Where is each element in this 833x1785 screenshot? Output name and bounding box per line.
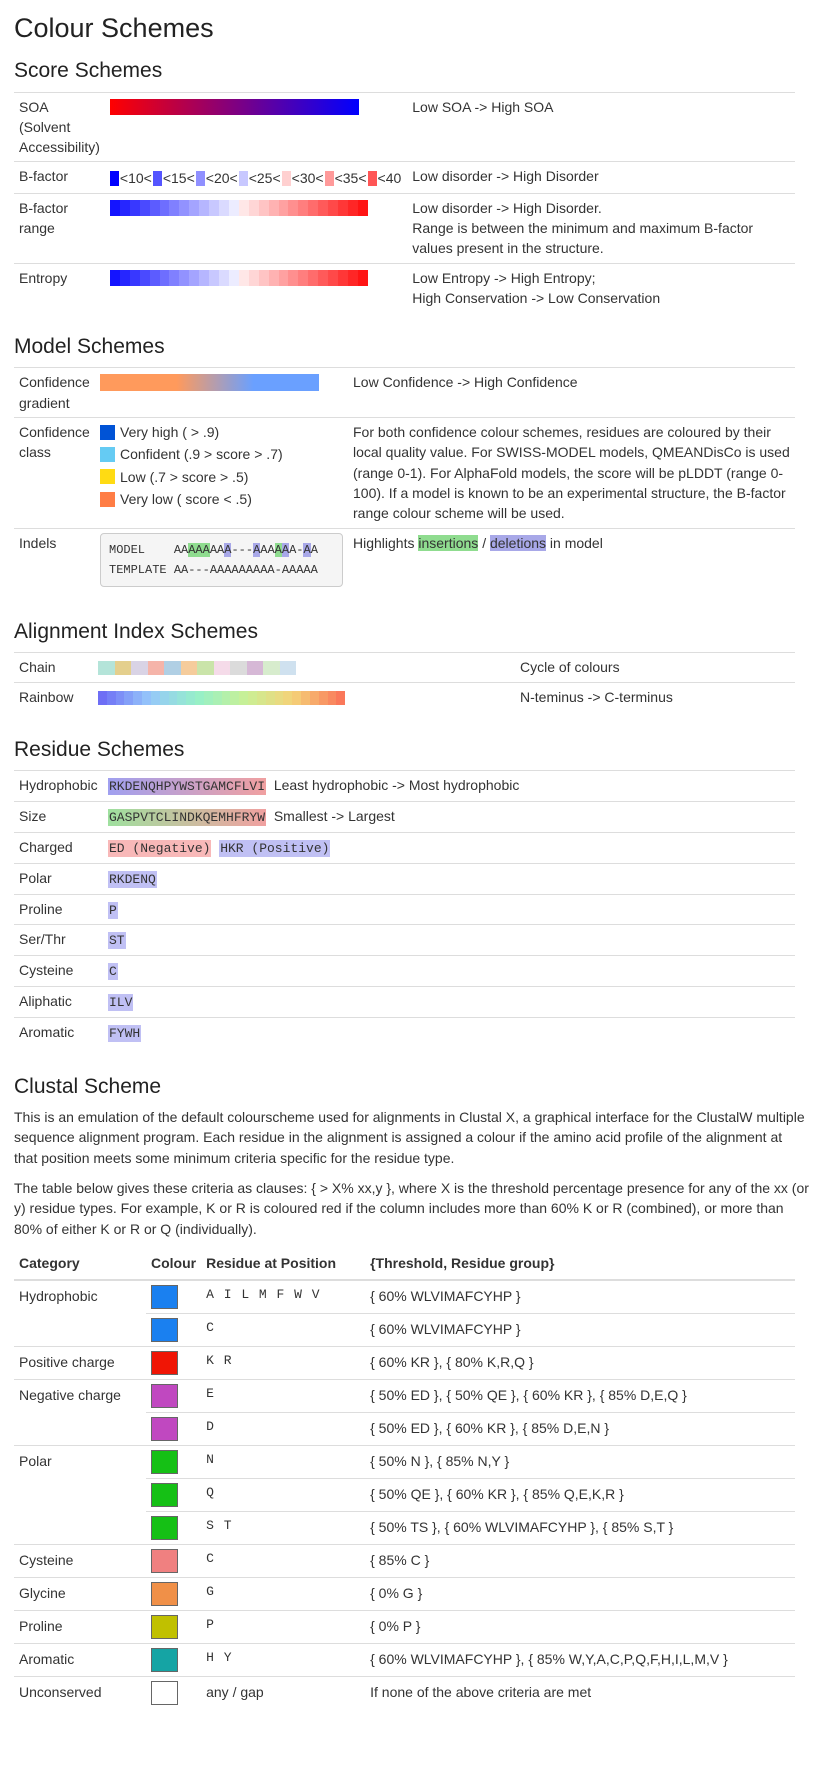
rainbow-segment [160, 691, 169, 705]
chain-colour-segment [247, 661, 264, 675]
rainbow-segment [142, 691, 151, 705]
confidence-class-swatch [100, 425, 115, 440]
scheme-name: SOA (Solvent Accessibility) [14, 92, 105, 162]
bfactor-range-segment [179, 200, 189, 216]
entropy-segment [150, 270, 160, 286]
rainbow-segment [213, 691, 222, 705]
bfactor-range-segment [120, 200, 130, 216]
col-header-category: Category [14, 1249, 146, 1280]
confidence-class-label: Very high ( > .9) [120, 424, 220, 441]
rainbow-segment [239, 691, 248, 705]
confidence-gradient-row [14, 368, 795, 418]
chain-colour-segment [230, 661, 247, 675]
confidence-class-swatch [100, 447, 115, 462]
bfactor-range-segment [249, 200, 259, 216]
clustal-colour-swatch [151, 1681, 178, 1705]
template-seq-label: TEMPLATE [109, 562, 167, 577]
clustal-row [14, 1479, 795, 1512]
residue-seq: RKDENQ [109, 871, 156, 887]
scheme-name: B-factor [14, 162, 105, 193]
chain-colour-segment [98, 661, 115, 675]
clustal-rule: { 60% WLVIMAFCYHP }, { 85% W,Y,A,C,P,Q,F,H,I,L,M,V } [365, 1644, 795, 1677]
clustal-colour-swatch [151, 1384, 178, 1408]
clustal-colour-cell [146, 1545, 201, 1578]
entropy-segment [160, 270, 170, 286]
bfactor-range-segment [269, 200, 279, 216]
clustal-colour-swatch [151, 1582, 178, 1606]
bfactor-threshold-label: <25< [248, 170, 281, 187]
confidence-class-swatch [100, 469, 115, 484]
bfactor-range-segment [308, 200, 318, 216]
rainbow-segment [98, 691, 107, 705]
scheme-name: Confidence class [14, 418, 95, 528]
bfactor-range-segment [160, 200, 170, 216]
clustal-colour-cell [146, 1677, 201, 1710]
clustal-colour-cell [146, 1446, 201, 1479]
clustal-rule: { 0% P } [365, 1611, 795, 1644]
bfactor-colour-chip [153, 171, 162, 186]
scheme-name: Ser/Thr [14, 925, 103, 956]
scheme-name: Hydrophobic [14, 771, 103, 802]
entropy-segment [308, 270, 318, 286]
model-schemes-heading: Model Schemes [14, 335, 165, 359]
clustal-intro: This is an emulation of the default colourscheme used for alignments in Clustal X, a graphical interface for the ClustalW multiple sequence alignment program. Each residue in the alignment is assigned a colour if the amino acid profile of the alignment at that position meets some minimum criteria specific for the residue type. [14, 1109, 805, 1166]
clustal-category [14, 1479, 146, 1512]
clustal-residues: H Y [201, 1644, 365, 1677]
clustal-row [14, 1644, 795, 1677]
entropy-segment [279, 270, 289, 286]
score-schemes-section [14, 58, 809, 312]
scheme-name: Chain [14, 653, 93, 682]
clustal-row [14, 1578, 795, 1611]
chain-colour-segment [164, 661, 181, 675]
bfactor-range-segment [219, 200, 229, 216]
indel-separator: / [482, 534, 487, 551]
clustal-colour-cell [146, 1314, 201, 1347]
chain-colour-segment [131, 661, 148, 675]
bfactor-colour-chip [239, 171, 248, 186]
chain-colour-bar [98, 661, 296, 675]
entropy-segment [229, 270, 239, 286]
bfactor-colour-chip [325, 171, 334, 186]
clustal-rule: { 50% ED }, { 50% QE }, { 60% KR }, { 85% D,E,Q } [365, 1380, 795, 1413]
bfactor-range-segment [140, 200, 150, 216]
rainbow-colour-bar [98, 691, 345, 705]
scheme-name: Proline [14, 894, 103, 925]
entropy-segment [189, 270, 199, 286]
scheme-desc: Low disorder -> High Disorder [407, 162, 795, 193]
bfactor-range-segment [338, 200, 348, 216]
page-title: Colour Schemes [14, 13, 214, 43]
bfactor-threshold-label: <15< [162, 170, 195, 187]
rainbow-segment [107, 691, 116, 705]
clustal-row [14, 1545, 795, 1578]
clustal-residues: P [201, 1611, 365, 1644]
template-seq: AA---AAAAAAAAA-AAAAA [173, 562, 318, 577]
bfactor-range-segment [348, 200, 358, 216]
clustal-scheme-heading: Clustal Scheme [14, 1074, 162, 1098]
scheme-name: Aromatic [14, 1018, 103, 1048]
clustal-category [14, 1314, 146, 1347]
clustal-colour-cell [146, 1512, 201, 1545]
clustal-colour-swatch [151, 1318, 178, 1342]
scheme-desc-detail: High Conservation -> Low Conservation [412, 289, 661, 306]
residue-schemes-section [14, 737, 809, 1048]
entropy-segment [358, 270, 368, 286]
soa-row [14, 92, 795, 162]
clustal-table [14, 1249, 795, 1709]
entropy-segment [249, 270, 259, 286]
rainbow-segment [177, 691, 186, 705]
indels-row [14, 528, 795, 591]
indel-desc-post: in model [549, 534, 603, 551]
entropy-segment [338, 270, 348, 286]
indel-example-box: MODEL AAAAAAAA---AAAAAA-AA TEMPLATE AA---AAAAAAAAA-AAAAA [100, 533, 343, 588]
entropy-segment [219, 270, 229, 286]
entropy-segment [269, 270, 279, 286]
rainbow-segment [257, 691, 266, 705]
scheme-name: Size [14, 802, 103, 833]
rainbow-segment [230, 691, 239, 705]
bfactor-colour-chip [282, 171, 291, 186]
rainbow-segment [169, 691, 178, 705]
clustal-row [14, 1347, 795, 1380]
entropy-segment [298, 270, 308, 286]
entropy-segment [259, 270, 269, 286]
bfactor-threshold-label: <35< [334, 170, 367, 187]
entropy-segment [169, 270, 179, 286]
rainbow-segment [133, 691, 142, 705]
chain-colour-segment [214, 661, 231, 675]
entropy-segment [318, 270, 328, 286]
bfactor-threshold-legend [110, 168, 402, 188]
scheme-desc: For both confidence colour schemes, residues are coloured by their local quality value. For SWISS-MODEL models, QMEANDisCo is used (range 0-1). For AlphaFold models, the score will be pLDDT (range 0-100). If a model is known to be an experimental structure, the B-factor range colour scheme will be used. [348, 418, 795, 528]
bfactor-range-segment [189, 200, 199, 216]
clustal-colour-cell [146, 1578, 201, 1611]
entropy-segment [130, 270, 140, 286]
residue-seq: ILV [109, 995, 133, 1011]
rainbow-segment [336, 691, 345, 705]
bfactor-range-bar [110, 200, 368, 216]
clustal-colour-swatch [151, 1516, 178, 1540]
rainbow-segment [116, 691, 125, 705]
negative-residues: ED (Negative) [109, 840, 211, 856]
rainbow-segment [310, 691, 319, 705]
clustal-residues: E [201, 1380, 365, 1413]
bfactor-threshold-label: <40 [377, 170, 402, 187]
clustal-category: Negative charge [14, 1380, 146, 1413]
clustal-residues: C [201, 1314, 365, 1347]
clustal-rule: { 50% TS }, { 60% WLVIMAFCYHP }, { 85% S,T } [365, 1512, 795, 1545]
clustal-category: Cysteine [14, 1545, 146, 1578]
clustal-row [14, 1314, 795, 1347]
scheme-name: Entropy [14, 263, 105, 312]
clustal-colour-cell [146, 1611, 201, 1644]
col-header-residue: Residue at Position [201, 1249, 365, 1280]
confidence-class-label: Low (.7 > score > .5) [120, 468, 249, 485]
bfactor-range-segment [150, 200, 160, 216]
clustal-colour-swatch [151, 1417, 178, 1441]
rainbow-row [14, 682, 795, 711]
clustal-category: Glycine [14, 1578, 146, 1611]
confidence-class-legend [100, 422, 343, 509]
scheme-desc: Low Confidence -> High Confidence [348, 368, 795, 418]
clustal-row [14, 1380, 795, 1413]
clustal-colour-swatch [151, 1549, 178, 1573]
clustal-colour-cell [146, 1644, 201, 1677]
clustal-rule: { 0% G } [365, 1578, 795, 1611]
clustal-category: Positive charge [14, 1347, 146, 1380]
clustal-criteria-explanation: The table below gives these criteria as clauses: { > X% xx,y }, where X is the threshold percentage presence for any of the xx (or y) residue types. For example, K or R is coloured red if the column includes more than 60% K or R (combined), or more than 80% of either K or R or Q (individually). [14, 1179, 809, 1237]
bfactor-range-segment [259, 200, 269, 216]
rainbow-segment [292, 691, 301, 705]
rainbow-segment [124, 691, 133, 705]
rainbow-segment [301, 691, 310, 705]
confidence-gradient-bar [100, 374, 319, 391]
model-schemes-table [14, 367, 795, 591]
scheme-desc: Low Entropy -> High Entropy; [412, 269, 596, 286]
bfactor-colour-chip [368, 171, 377, 186]
rainbow-segment [186, 691, 195, 705]
clustal-row [14, 1280, 795, 1314]
clustal-category: Proline [14, 1611, 146, 1644]
rainbow-segment [319, 691, 328, 705]
scheme-desc: N-teminus -> C-terminus [515, 682, 795, 711]
score-schemes-table [14, 92, 795, 313]
residue-row-aliphatic [14, 987, 795, 1018]
residue-seq: GASPVTCLINDKQEMHFRYW [109, 810, 266, 826]
clustal-colour-swatch [151, 1285, 178, 1309]
entropy-segment [110, 270, 120, 286]
confidence-class-row [14, 418, 795, 528]
confidence-class-item [100, 489, 343, 509]
clustal-residues: G [201, 1578, 365, 1611]
entropy-segment [120, 270, 130, 286]
clustal-row [14, 1413, 795, 1446]
entropy-row [14, 263, 795, 312]
clustal-category [14, 1512, 146, 1545]
clustal-colour-swatch [151, 1351, 178, 1375]
rainbow-segment [266, 691, 275, 705]
residue-seq: C [109, 964, 117, 980]
bfactor-range-segment [110, 200, 120, 216]
rainbow-segment [151, 691, 160, 705]
bfactor-range-segment [358, 200, 368, 216]
entropy-segment [140, 270, 150, 286]
scheme-desc: Smallest -> Largest [273, 808, 395, 825]
clustal-colour-cell [146, 1380, 201, 1413]
rainbow-segment [204, 691, 213, 705]
insertions-label: insertions [418, 534, 479, 551]
chain-colour-segment [115, 661, 132, 675]
bfactor-range-segment [199, 200, 209, 216]
clustal-residues: any / gap [201, 1677, 365, 1710]
scheme-name: Aliphatic [14, 987, 103, 1018]
bfactor-range-segment [239, 200, 249, 216]
confidence-class-label: Very low ( score < .5) [120, 490, 252, 507]
chain-colour-segment [197, 661, 214, 675]
score-schemes-heading: Score Schemes [14, 59, 163, 83]
clustal-residues: N [201, 1446, 365, 1479]
residue-row-polar [14, 863, 795, 894]
clustal-rule: If none of the above criteria are met [365, 1677, 795, 1710]
clustal-category: Polar [14, 1446, 146, 1479]
scheme-desc: Low disorder -> High Disorder. [412, 199, 602, 216]
chain-row [14, 653, 795, 682]
clustal-rule: { 85% C } [365, 1545, 795, 1578]
bfactor-colour-chip [110, 171, 119, 186]
bfactor-row [14, 162, 795, 193]
entropy-segment [179, 270, 189, 286]
bfactor-range-segment [130, 200, 140, 216]
residue-row-charged [14, 832, 795, 863]
deletions-label: deletions [489, 534, 547, 551]
chain-colour-segment [263, 661, 280, 675]
rainbow-segment [222, 691, 231, 705]
bfactor-range-segment [288, 200, 298, 216]
residue-row-proline [14, 894, 795, 925]
soa-gradient-bar [110, 99, 359, 115]
clustal-residues: C [201, 1545, 365, 1578]
residue-row-ser-thr [14, 925, 795, 956]
clustal-colour-swatch [151, 1615, 178, 1639]
clustal-residues: A I L M F W V [201, 1280, 365, 1314]
clustal-colour-cell [146, 1280, 201, 1314]
clustal-category: Hydrophobic [14, 1280, 146, 1314]
bfactor-range-segment [318, 200, 328, 216]
bfactor-range-segment [298, 200, 308, 216]
chain-colour-segment [148, 661, 165, 675]
chain-colour-segment [280, 661, 297, 675]
clustal-scheme-section [14, 1074, 809, 1709]
clustal-rule: { 60% WLVIMAFCYHP } [365, 1314, 795, 1347]
residue-schemes-table [14, 770, 795, 1048]
clustal-rule: { 60% WLVIMAFCYHP } [365, 1280, 795, 1314]
residue-row-hydrophobic [14, 771, 795, 802]
clustal-colour-cell [146, 1347, 201, 1380]
scheme-name: Indels [14, 528, 95, 591]
residue-seq: ST [109, 933, 125, 949]
scheme-name: Cysteine [14, 956, 103, 987]
residue-row-size [14, 802, 795, 833]
clustal-rule: { 50% ED }, { 60% KR }, { 85% D,E,N } [365, 1413, 795, 1446]
clustal-row [14, 1512, 795, 1545]
bfactor-threshold-label: <30< [291, 170, 324, 187]
bfactor-range-segment [328, 200, 338, 216]
clustal-residues: K R [201, 1347, 365, 1380]
residue-schemes-heading: Residue Schemes [14, 738, 185, 762]
scheme-desc: Low SOA -> High SOA [407, 92, 795, 162]
clustal-row [14, 1611, 795, 1644]
clustal-category [14, 1413, 146, 1446]
positive-residues: HKR (Positive) [220, 840, 330, 856]
residue-seq: P [109, 902, 117, 918]
bfactor-colour-chip [196, 171, 205, 186]
confidence-class-label: Confident (.9 > score > .7) [120, 446, 283, 463]
clustal-row [14, 1446, 795, 1479]
entropy-segment [288, 270, 298, 286]
clustal-category: Aromatic [14, 1644, 146, 1677]
model-seq-label: MODEL [109, 542, 146, 557]
entropy-segment [239, 270, 249, 286]
clustal-colour-cell [146, 1479, 201, 1512]
residue-seq: RKDENQHPYWSTGAMCFLVI [109, 779, 266, 795]
rainbow-segment [283, 691, 292, 705]
bfactor-range-segment [209, 200, 219, 216]
clustal-colour-cell [146, 1413, 201, 1446]
rainbow-segment [328, 691, 337, 705]
bfactor-range-row [14, 193, 795, 263]
clustal-rule: { 50% QE }, { 60% KR }, { 85% Q,E,K,R } [365, 1479, 795, 1512]
bfactor-range-segment [229, 200, 239, 216]
confidence-class-item [100, 422, 343, 442]
scheme-name: Polar [14, 863, 103, 894]
alignment-schemes-section [14, 619, 809, 711]
scheme-name: Rainbow [14, 682, 93, 711]
bfactor-range-segment [169, 200, 179, 216]
clustal-colour-swatch [151, 1483, 178, 1507]
entropy-segment [328, 270, 338, 286]
bfactor-threshold-label: <10< [119, 170, 152, 187]
rainbow-segment [275, 691, 284, 705]
entropy-segment [209, 270, 219, 286]
clustal-category: Unconserved [14, 1677, 146, 1710]
residue-row-cysteine [14, 956, 795, 987]
clustal-row [14, 1677, 795, 1710]
clustal-colour-swatch [151, 1648, 178, 1672]
clustal-rule: { 60% KR }, { 80% K,R,Q } [365, 1347, 795, 1380]
bfactor-range-segment [279, 200, 289, 216]
scheme-desc: Cycle of colours [515, 653, 795, 682]
scheme-name: Confidence gradient [14, 368, 95, 418]
rainbow-segment [248, 691, 257, 705]
col-header-colour: Colour [146, 1249, 201, 1280]
clustal-residues: D [201, 1413, 365, 1446]
entropy-segment [348, 270, 358, 286]
chain-colour-segment [181, 661, 198, 675]
scheme-name: B-factor range [14, 193, 105, 263]
clustal-residues: Q [201, 1479, 365, 1512]
bfactor-threshold-label: <20< [205, 170, 238, 187]
entropy-segment [199, 270, 209, 286]
residue-seq: FYWH [109, 1026, 141, 1042]
clustal-rule: { 50% N }, { 85% N,Y } [365, 1446, 795, 1479]
scheme-desc-detail: Range is between the minimum and maximum B-factor values present in the structure. [412, 220, 754, 257]
col-header-threshold: {Threshold, Residue group} [365, 1249, 795, 1280]
clustal-colour-swatch [151, 1450, 178, 1474]
model-schemes-section [14, 334, 809, 591]
indel-desc-pre: Highlights [353, 534, 415, 551]
confidence-class-item [100, 467, 343, 487]
residue-row-aromatic [14, 1018, 795, 1048]
clustal-residues: S T [201, 1512, 365, 1545]
entropy-bar [110, 270, 368, 286]
scheme-name: Charged [14, 832, 103, 863]
alignment-schemes-table [14, 652, 795, 711]
confidence-class-swatch [100, 492, 115, 507]
confidence-class-item [100, 444, 343, 464]
rainbow-segment [195, 691, 204, 705]
scheme-desc: Least hydrophobic -> Most hydrophobic [273, 777, 520, 794]
alignment-schemes-heading: Alignment Index Schemes [14, 620, 258, 644]
